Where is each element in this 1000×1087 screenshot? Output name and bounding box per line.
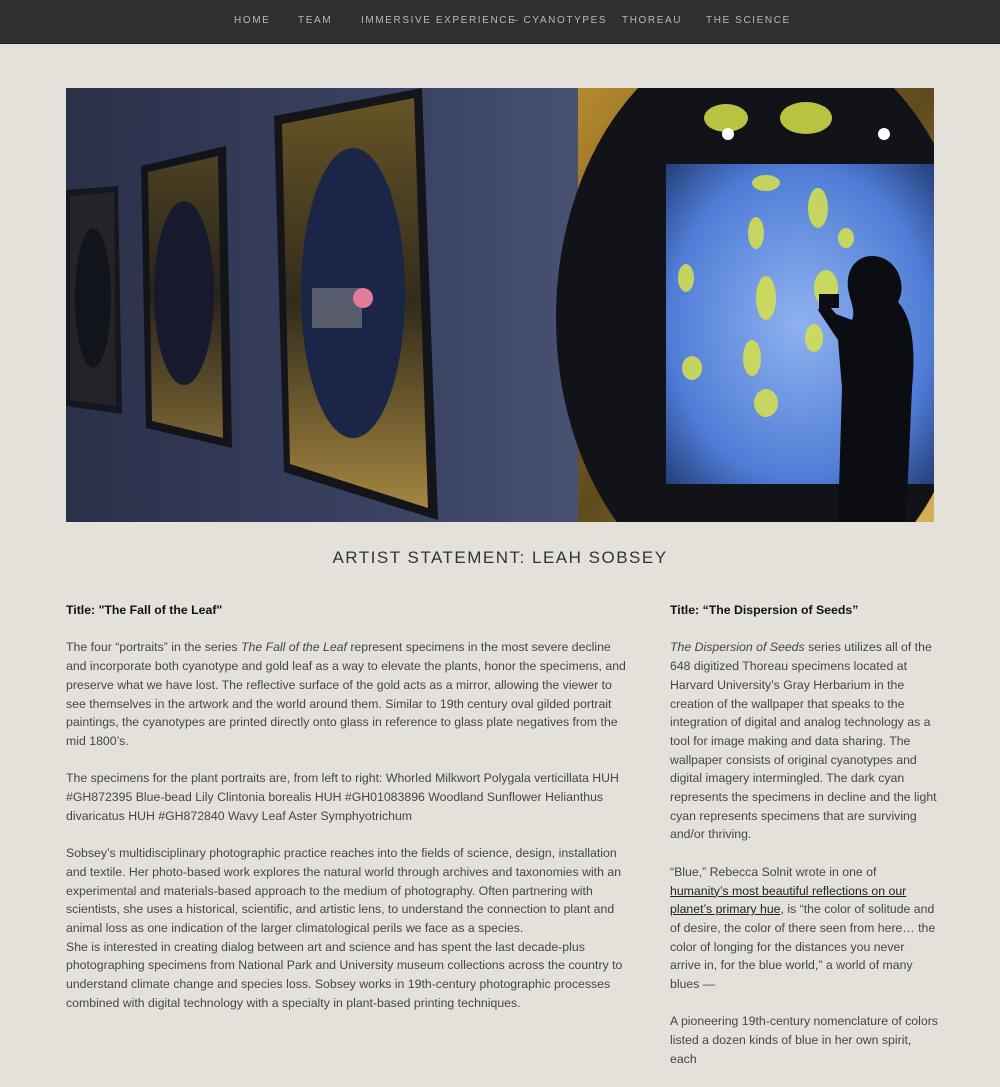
nav-the-science[interactable]: THE SCIENCE xyxy=(706,15,791,26)
series-title: The Fall of the Leaf xyxy=(240,640,347,655)
series-title: The Dispersion of Seeds xyxy=(670,640,805,655)
text-fragment: “Blue,” Rebecca Solnit wrote in one of xyxy=(670,864,877,879)
top-navigation xyxy=(0,0,1000,44)
right-column xyxy=(670,601,938,1087)
page-title: ARTIST STATEMENT: LEAH SOBSEY xyxy=(332,548,668,567)
nav-home[interactable]: HOME xyxy=(234,15,271,26)
right-paragraph-1 xyxy=(670,638,938,844)
solnit-reflection-link[interactable]: humanity’s most beautiful reflections on our planet’s primary hue xyxy=(670,883,907,917)
left-column xyxy=(66,601,631,1031)
left-paragraph-3: Sobsey’s multidisciplinary photographic practice reaches into the fields of science, design, installation and textile. Her photo-based work explores the natural world through archives and taxonomies with an experimental and materials-based approach to the medium of photography. Often partnering with scientists, she uses a historical, scientific, and artistic lens, to understand the connection to plant and animal loss as one indication of the larger climatological perils we face as a species. xyxy=(66,846,622,935)
left-title: Title: "The Fall of the Leaf" xyxy=(66,603,223,617)
left-paragraph-1 xyxy=(66,638,631,750)
left-paragraph-4: She is interested in creating dialog between art and science and has spent the last decade-plus photographing specimens from National Park and University museum collections across the country to understand climate change and species loss. Sobsey works in 19th-century photographic processes combined with digital technology with a specialty in plant-based printing techniques. xyxy=(66,939,623,1010)
right-paragraph-3: A pioneering 19th-century nomenclature of colors listed a dozen kinds of blue in her own spirit, each xyxy=(670,1014,938,1066)
right-title: Title: “The Dispersion of Seeds” xyxy=(670,603,859,617)
nav-team[interactable]: TEAM xyxy=(298,15,333,26)
text-fragment: series utilizes all of the 648 digitized Thoreau specimens located at Harvard University’s Gray Herbarium in the creation of the wallpaper that speaks to the integration of digital and analog technology as a tool for image making and data sharing. The wallpaper consists of original cyanotypes and digital imagery intermingled. The dark cyan represents the specimens in decline and the light cyan represents specimens that are surviving and/or thriving. xyxy=(670,640,937,842)
right-paragraph-2 xyxy=(670,863,938,994)
nav-thoreau[interactable]: THOREAU xyxy=(622,15,683,26)
left-paragraph-2: The specimens for the plant portraits are, from left to right: Whorled Milkwort Polygala verticillata HUH #GH872395 Blue-bead Lily Clintonia borealis HUH #GH01083896 Woodland Sunflower Helianthus divaricatus HUH #GH872840 Wavy Leaf Aster Symphyotrichum xyxy=(66,771,619,823)
nav-immersive-experience[interactable]: IMMERSIVE EXPERIENCE xyxy=(361,15,517,26)
nav-cyanotypes[interactable]: – CYANOTYPES xyxy=(512,15,608,26)
text-fragment: The four “portraits” in the series xyxy=(66,640,241,655)
text-fragment: , is “the color of solitude and of desire, the color of there seen from here… the color of longing for the distances you never arrive in, for the blue world,” a world of many blues — xyxy=(670,902,936,992)
hero-image xyxy=(66,88,934,522)
text-fragment: represent specimens in the most severe decline and incorporate both cyanotype and gold leaf as a way to elevate the plants, honor the specimens, and preserve what we have lost. The reflective surface of the gold acts as a mirror, allowing the viewer to see themselves in the artwork and the world around them. Similar to 19th century oval gilded portrait paintings, the cyanotypes are printed directly onto glass in reference to glass plate negatives from the mid 1800’s. xyxy=(66,640,626,748)
